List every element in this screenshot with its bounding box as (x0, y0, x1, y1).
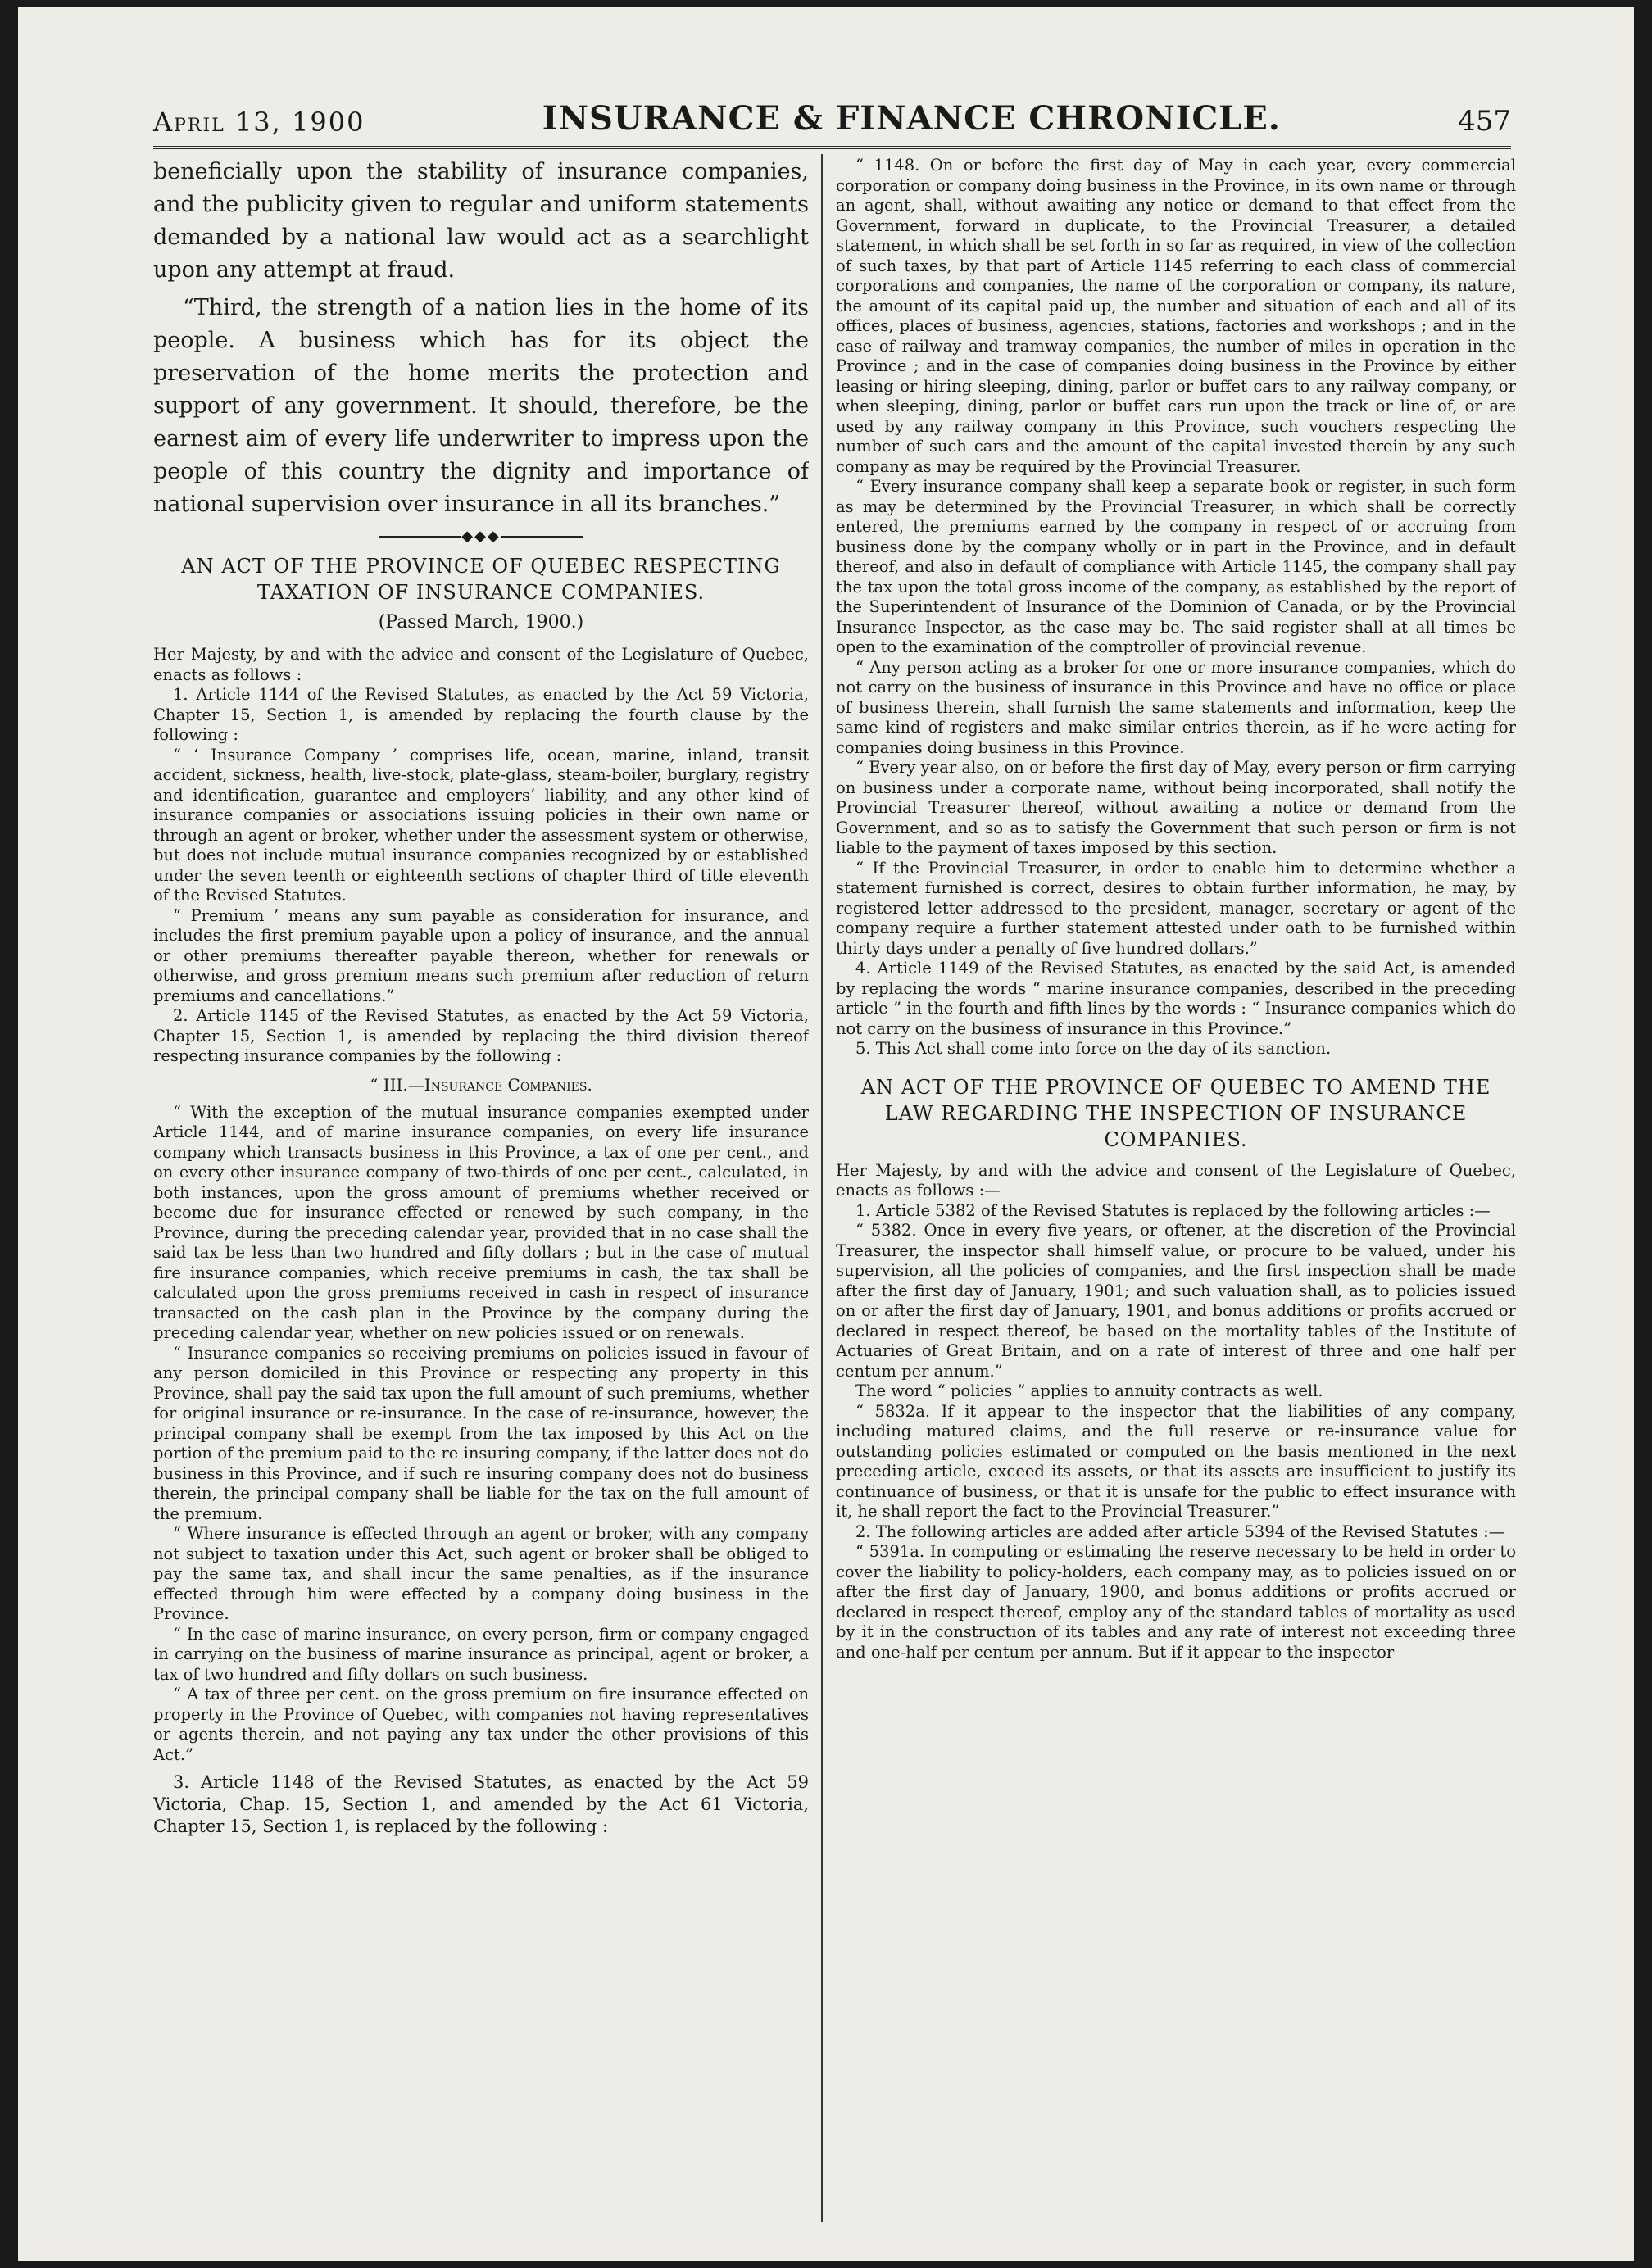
act-paragraph: 1. Article 5382 of the Revised Statutes is replaced by the following articles :— (856, 1200, 1491, 1220)
act-paragraph: “ With the exception of the mutual insurance companies exempted under Article 1144, and of marine insurance companies, on every life insurance company which transacts business in this Province, a tax of one per cent., and on every other insurance company of two-thirds of one per cent., calculated, in both instances, upon the gross amount of premiums whether received or become due for insurance effected or renewed by such company, in the Province, during the preceding calendar year, provided that in no case shall the said tax be less than two hundred and fifty dollars ; but in the case of mutual fire insurance companies, which receive premiums in cash, the tax shall be calculated upon the gross premiums received in cash in respect of insurance transacted on the cash plan in the Province by the company during the preceding calendar year, whether on new policies issued or on renewals. (153, 1102, 809, 1342)
section-ornament: ◆◆◆ (153, 528, 809, 545)
lead-paragraph: beneficially upon the stability of insurance companies, and the publicity given to regular and uniform statements demanded by a national law would act as a searchlight upon any attempt at fraud. (153, 159, 809, 283)
act-paragraph: “ In the case of marine insurance, on every person, firm or company engaged in carrying on the business of marine insurance as principal, agent or broker, a tax of two hundred and fifty dollars on such business. (153, 1624, 809, 1684)
act-paragraph: 2. The following articles are added after article 5394 of the Revised Statutes :— (856, 1522, 1505, 1541)
left-column (153, 156, 809, 2229)
act1-subheading: “ III.—Insurance Companies. (370, 1074, 592, 1095)
act-paragraph: Her Majesty, by and with the advice and consent of the Legislature of Quebec, enacts as follows :— (836, 1160, 1516, 1200)
act-paragraph: “ If the Provincial Treasurer, in order to enable him to determine whether a statement furnished is correct, desires to obtain further information, he may, by registered letter addressed to the president, manager, secretary or agent of the company require a further statement attested under oath to be furnished within thirty days under a penalty of five hundred dollars.” (836, 858, 1516, 958)
act-paragraph: “ Where insurance is effected through an agent or broker, with any company not subject to taxation under this Act, such agent or broker shall be obliged to pay the same tax, and shall incur the same penalties, as if the insurance effected through him were effected by a company doing business in the Province. (153, 1524, 809, 1623)
act-paragraph: “ Any person acting as a broker for one or more insurance companies, which do not carry on the business of insurance in this Province and have no office or place of business therein, shall furnish the same statements and information, keep the same kind of registers and make similar entries therein, as if he were acting for companies doing business in this Province. (836, 657, 1516, 757)
issue-date: April 13, 1900 (153, 107, 365, 138)
act1-passed-date: (Passed March, 1900.) (378, 612, 584, 633)
page-header (153, 88, 1511, 149)
right-column (836, 156, 1516, 2229)
act-paragraph: 1. Article 1144 of the Revised Statutes, as enacted by the Act 59 Victoria, Chapter 15, Section 1, is amended by replacing the fourth clause by the following : (153, 685, 809, 744)
act-paragraph: “ A tax of three per cent. on the gross premium on fire insurance effected on property in the Province of Quebec, with companies not having representatives or agents therein, and not paying any tax under the other provisions of this Act.” (153, 1685, 809, 1764)
newspaper-page (18, 7, 1634, 2261)
act-paragraph: 4. Article 1149 of the Revised Statutes, as enacted by the said Act, is amended by replacing the words “ marine insurance companies, described in the preceding article ” in the fourth and fifth lines by the words : “ Insurance companies which do not carry on the business of insurance in this Province.” (836, 959, 1516, 1038)
act-paragraph: 3. Article 1148 of the Revised Statutes, as enacted by the Act 59 Victoria, Chap. 15, Section 1, and amended by the Act 61 Victoria, Chapter 15, Section 1, is replaced by the following : (153, 1772, 809, 1836)
act-paragraph: Her Majesty, by and with the advice and consent of the Legislature of Quebec, enacts as follows : (153, 645, 809, 684)
act1-heading: AN ACT OF THE PROVINCE OF QUEBEC RESPECTING TAXATION OF INSURANCE COMPANIES. (181, 555, 781, 604)
act2-heading: AN ACT OF THE PROVINCE OF QUEBEC TO AMEND THE LAW REGARDING THE INSPECTION OF INSURANCE COMPANIES. (860, 1075, 1491, 1151)
act-paragraph: “ 5391a. In computing or estimating the reserve necessary to be held in order to cover the liability to policy-holders, each company may, as to policies issued on or after the first day of January, 1900, and bonus additions or profits accrued or declared in respect thereof, employ any of the standard tables of mortality as used by it in the construction of its tables and any rate of interest not exceeding three and one-half per centum per annum. But if it appear to the inspector (836, 1542, 1516, 1662)
act-paragraph: 2. Article 1145 of the Revised Statutes, as enacted by the Act 59 Victoria, Chapter 15, Section 1, is amended by replacing the third division thereof respecting insurance companies by the following : (153, 1006, 809, 1065)
act-paragraph: “ ‘ Insurance Company ’ comprises life, ocean, marine, inland, transit accident, sickness, health, live-stock, plate-glass, steam-boiler, burglary, registry and identification, guarantee and employers’ liability, and any other kind of insurance companies or associations issuing policies in their own name or through an agent or broker, whether under the assessment system or otherwise, but does not include mutual insurance companies recognized by or established under the seven teenth or eighteenth sections of chapter third of title eleventh of the Revised Statutes. (153, 745, 809, 905)
publication-title: INSURANCE & FINANCE CHRONICLE. (542, 99, 1281, 138)
act-paragraph: “ Premium ’ means any sum payable as consideration for insurance, and includes the first premium payable upon a policy of insurance, and the annual or other premiums thereafter payable thereon, whether for renewals or otherwise, and gross premium means such premium after reduction of return premiums and cancellations.” (153, 905, 809, 1005)
column-divider (821, 154, 823, 2222)
act-paragraph: “ Every year also, on or before the first day of May, every person or firm carrying on business under a corporate name, without being incorporated, shall notify the Provincial Treasurer thereof, without awaiting a notice or demand from the Government, and so as to satisfy the Government that such person or firm is not liable to the payment of taxes imposed by this section. (836, 758, 1516, 857)
act-paragraph: 5. This Act shall come into force on the day of its sanction. (856, 1039, 1332, 1058)
act-paragraph: The word “ policies ” applies to annuity contracts as well. (856, 1381, 1323, 1400)
lead-paragraph: “Third, the strength of a nation lies in the home of its people. A business which has for its object the preservation of the home merits the protection and support of any government. It should, therefore, be the earnest aim of every life underwriter to impress upon the people of this country the dignity and importance of national supervision over insurance in all its branches.” (153, 295, 809, 517)
act-paragraph: “ Every insurance company shall keep a separate book or register, in such form as may be determined by the Provincial Treasurer, in which shall be correctly entered, the premiums earned by the company in respect of or accruing from business done by the company wholly or in part in the Province, and in default thereof, and also in default of compliance with Article 1145, the company shall pay the tax upon the total gross income of the company, as established by the report of the Superintendent of Insurance of the Dominion of Canada, or by the Provincial Insurance Inspector, as the case may be. The said register shall at all times be open to the examination of the comptroller of provincial revenue. (836, 477, 1516, 656)
page-number: 457 (1458, 105, 1511, 138)
act-paragraph: “ Insurance companies so receiving premiums on policies issued in favour of any person domiciled in this Province or respecting any property in this Province, shall pay the said tax upon the full amount of such premiums, whether for original insurance or re-insurance. In the case of re-insurance, however, the principal company shall be exempt from the tax imposed by this Act on the portion of the premium paid to the re insuring company, if the latter does not do business in this Province, and if such re insuring company does not do business therein, the principal company shall be liable for the tax on the full amount of the premium. (153, 1343, 809, 1523)
act-paragraph: “ 5382. Once in every five years, or oftener, at the discretion of the Provincial Treasurer, the inspector shall himself value, or procure to be valued, under his supervision, all the policies of companies, and the first inspection shall be made after the first day of January, 1901; and such valuation shall, as to policies issued on or after the first day of January, 1901, and bonus additions or profits accrued or declared in respect thereof, be based on the mortality tables of the Institute of Actuaries of Great Britain, and on a rate of interest of three and one half per centum per annum.” (836, 1221, 1516, 1381)
act-paragraph: “ 1148. On or before the first day of May in each year, every commercial corporation or company doing business in the Province, in its own name or through an agent, shall, without awaiting any notice or demand to that effect from the Government, forward in duplicate, to the Provincial Treasurer, a detailed statement, in which shall be set forth in so far as required, in view of the collection of such taxes, by that part of Article 1145 referring to each class of commercial corporations and companies, the name of the corporation or company, its nature, the amount of its capital paid up, the number and situation of each and all of its offices, places of business, agencies, stations, factories and workshops ; and in the case of railway and tramway companies, the number of miles in operation in the Province ; and in the case of companies doing business in the Province by either leasing or hiring sleeping, dining, parlor or buffet cars to any railway company, or when sleeping, dining, parlor or buffet cars run upon the track or line of, or are used by any railway company in this Province, such vouchers respecting the number of such cars and the amount of the capital invested therein by any such company as may be required by the Provincial Treasurer. (836, 156, 1516, 476)
act-paragraph: “ 5832a. If it appear to the inspector that the liabilities of any company, including matured claims, and the full reserve or re-insurance value for outstanding policies estimated or computed on the basis mentioned in the next preceding article, exceed its assets, or that its assets are insufficient to justify its continuance of business, or that it is unsafe for the public to effect insurance with it, he shall report the fact to the Provincial Treasurer.” (836, 1401, 1516, 1521)
